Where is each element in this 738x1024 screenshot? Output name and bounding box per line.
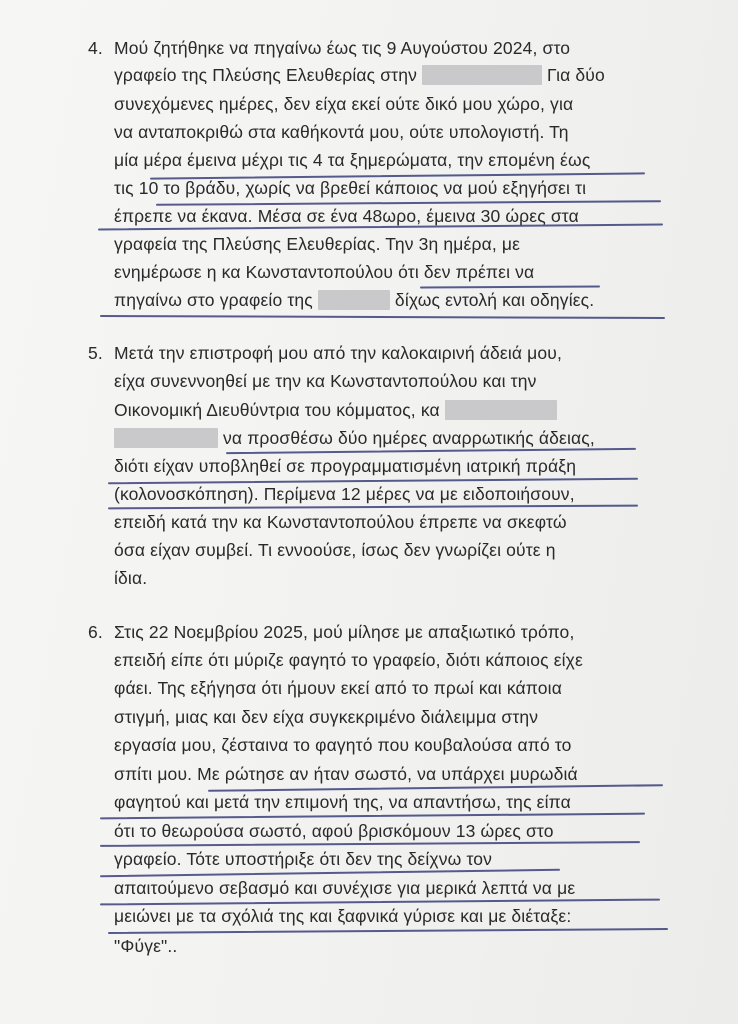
item-number: 5. (88, 343, 103, 363)
text-line (114, 707, 538, 728)
text-line (114, 512, 567, 533)
pen-underline (108, 928, 668, 933)
text-line (114, 206, 579, 227)
text-segment: διότι είχαν υποβληθεί σε προγραμματισμένη ιατρική πράξη (114, 456, 577, 476)
text-segment: ίδια. (114, 568, 148, 588)
text-line (114, 234, 520, 255)
text-line (114, 122, 569, 143)
text-segment: να ανταποκριθώ στα καθήκοντά μου, ούτε υπολογιστή. Τη (114, 122, 569, 142)
text-segment: "Φύγε".. (114, 936, 178, 956)
text-segment: απαιτούμενο σεβασμό και συνέχισε για μερικά λεπτά να με (114, 878, 576, 898)
text-segment: σπίτι μου. Με ρώτησε αν ήταν σωστό, να υπάρχει μυρωδιά (114, 764, 578, 784)
pen-underline (100, 813, 645, 819)
text-segment: ότι το θεωρούσα σωστό, αφού βρισκόμουν 13 ώρες στο (114, 821, 554, 841)
text-line (114, 849, 492, 870)
text-segment: τις 10 το βράδυ, χωρίς να βρεθεί κάποιος να μού εξηγήσει τι (114, 178, 587, 198)
text-line (114, 764, 578, 785)
text-line (114, 94, 573, 115)
text-line (114, 65, 605, 86)
text-segment: μειώνει με τα σχόλιά της και ξαφνικά γύρισε και με διέταξε: (114, 906, 572, 926)
text-line (114, 456, 576, 477)
text-segment: συνεχόμενες ημέρες, δεν είχα εκεί ούτε δικό μου χώρο, για (114, 94, 574, 114)
text-segment: να προσθέσω δύο ημέρες αναρρωτικής άδειας, (223, 428, 595, 448)
text-segment: Οικονομική Διευθύντρια του κόμματος, κα (114, 400, 440, 420)
text-line (114, 290, 594, 311)
pen-underline (100, 899, 660, 905)
item-number: 4. (88, 38, 103, 58)
text-segment: επειδή κατά την κα Κωνσταντοπούλου έπρεπε να σκεφτώ (114, 512, 567, 532)
redaction-box (318, 290, 390, 310)
text-segment: εργασία μου, ζέσταινα το φαγητό που κουβαλούσα από το (114, 735, 572, 755)
text-line (114, 792, 571, 813)
text-segment: έπρεπε να έκανα. Μέσα σε ένα 48ωρο, έμεινα 30 ώρες στα (114, 206, 579, 226)
text-segment: Μού ζητήθηκε να πηγαίνω έως τις 9 Αυγούστου 2024, στο (114, 38, 571, 58)
text-segment: Μετά την επιστροφή μου από την καλοκαιρινή άδειά μου, (114, 343, 563, 363)
text-line (114, 150, 590, 171)
pen-underline (108, 505, 638, 509)
text-line (114, 650, 583, 671)
redaction-box (422, 65, 542, 85)
redaction-box (445, 400, 557, 420)
text-line (114, 428, 595, 449)
text-segment: Στις 22 Νοεμβρίου 2025, μού μίλησε με απαξιωτικό τρόπο, (114, 622, 575, 642)
text-segment: επειδή είπε ότι μύριζε φαγητό το γραφείο, διότι κάποιος είχε (114, 650, 583, 670)
text-line (114, 906, 571, 927)
text-line (114, 484, 575, 505)
text-segment: μία μέρα έμεινα μέχρι τις 4 τα ξημερώματα, την επομένη έως (114, 150, 591, 170)
text-line (114, 540, 556, 561)
text-segment: όσα είχαν συμβεί. Τι εννοούσε, ίσως δεν γνωρίζει ούτε η (114, 540, 556, 560)
text-segment: είχα συνεννοηθεί με την κα Κωνσταντοπούλου και την (114, 371, 537, 391)
text-segment: γραφεία της Πλεύσης Ελευθερίας. Την 3η ημέρα, με (114, 234, 521, 254)
text-line (114, 878, 575, 899)
text-segment: δίχως εντολή και οδηγίες. (394, 290, 595, 310)
text-segment: (κολονοσκόπηση). Περίμενα 12 μέρες να με ειδοποιήσουν, (114, 484, 575, 504)
text-line (114, 622, 574, 643)
text-line (114, 568, 147, 589)
text-segment: στιγμή, μιας και δεν είχα συγκεκριμένο διάλειμμα στην (114, 707, 539, 727)
text-line (114, 262, 534, 283)
text-segment: πηγαίνω στο γραφείο της (114, 290, 313, 310)
text-line (114, 936, 177, 957)
pen-underline (208, 784, 663, 791)
pen-underline (156, 200, 661, 205)
text-segment: γραφείο. Τότε υποστήριξε ότι δεν της δείχνω τον (114, 849, 493, 869)
text-line (114, 371, 537, 392)
redaction-box (114, 428, 218, 448)
text-segment: γραφείο της Πλεύσης Ελευθερίας στην (114, 65, 418, 85)
text-segment: φάει. Της εξήγησα ότι ήμουν εκεί από το πρωί και κάποια (114, 678, 562, 698)
text-segment: φαγητού και μετά την επιμονή της, να απαντήσω, της είπα (114, 792, 571, 812)
text-line (114, 343, 562, 364)
text-line (114, 821, 554, 842)
text-segment: Για δύο (547, 65, 605, 85)
text-line (114, 178, 586, 199)
text-line (114, 678, 562, 699)
text-segment: ενημέρωσε η κα Κωνσταντοπούλου ότι δεν πρέπει να (114, 262, 535, 282)
text-line (114, 735, 572, 756)
pen-underline (100, 315, 665, 318)
text-line (114, 400, 557, 421)
text-line (114, 38, 570, 59)
item-number: 6. (88, 622, 103, 642)
pen-underline (420, 286, 600, 288)
pen-underline (108, 478, 638, 484)
